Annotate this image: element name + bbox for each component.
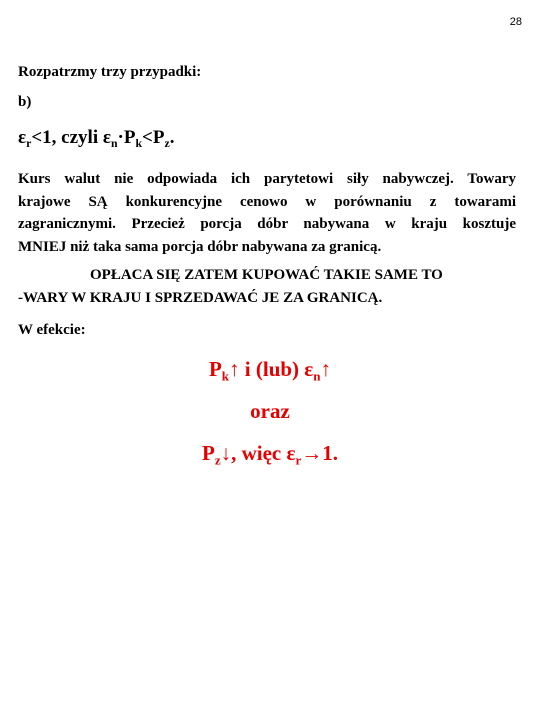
subscript-n: n [313,368,321,384]
result-text: ↓, więc ε [220,441,296,465]
result-line-1 [0,357,540,382]
formula-part: <1, czyli ε [31,127,111,148]
conclusion-line: -WARY W KRAJU I SPRZEDAWAĆ JE ZA GRANICĄ. [18,289,383,306]
result-line-2: oraz [250,399,290,423]
result-text: ↑ i (lub) ε [229,357,314,381]
paragraph-line: Kurs walut nie odpowiada ich parytetowi siły nabywczej. Towary [18,171,516,187]
subscript-z: z [164,137,170,151]
paragraph-line: MNIEJ niż taka sama porcja dóbr nabywana za granicą. [18,238,382,255]
page-number: 28 [509,16,522,28]
case-label: b) [18,94,32,110]
explanation-paragraph [18,168,516,258]
conclusion-text [18,264,516,309]
price-symbol: P [201,441,215,465]
epsilon-symbol: ε [18,127,27,148]
arrow-up-icon: ↑ [320,357,332,381]
formula-part: . [169,127,175,148]
condition-formula [18,127,174,149]
effect-label: W efekcie: [18,322,86,338]
subscript-r: r [26,137,32,151]
result-line-3 [0,441,540,466]
arrow-right-icon: →1. [301,441,338,465]
subscript-k: k [135,137,143,151]
subscript-z: z [214,452,221,468]
formula-part: ·P [117,127,136,148]
subscript-k: k [221,368,230,384]
paragraph-line: krajowe SĄ konkurencyjne cenowo w porównaniu z towarami [18,193,516,210]
subscript-r: r [295,452,302,468]
price-symbol: P [208,357,222,381]
formula-part: <P [142,127,165,148]
subscript-n: n [110,137,118,151]
paragraph-line: zagranicznymi. Przecież porcja dóbr nabywana w kraju kosztuje [18,216,516,232]
conclusion-line: OPŁACA SIĘ ZATEM KUPOWAĆ TAKIE SAME TO [90,267,443,283]
intro-text: Rozpatrzmy trzy przypadki: [18,64,202,80]
